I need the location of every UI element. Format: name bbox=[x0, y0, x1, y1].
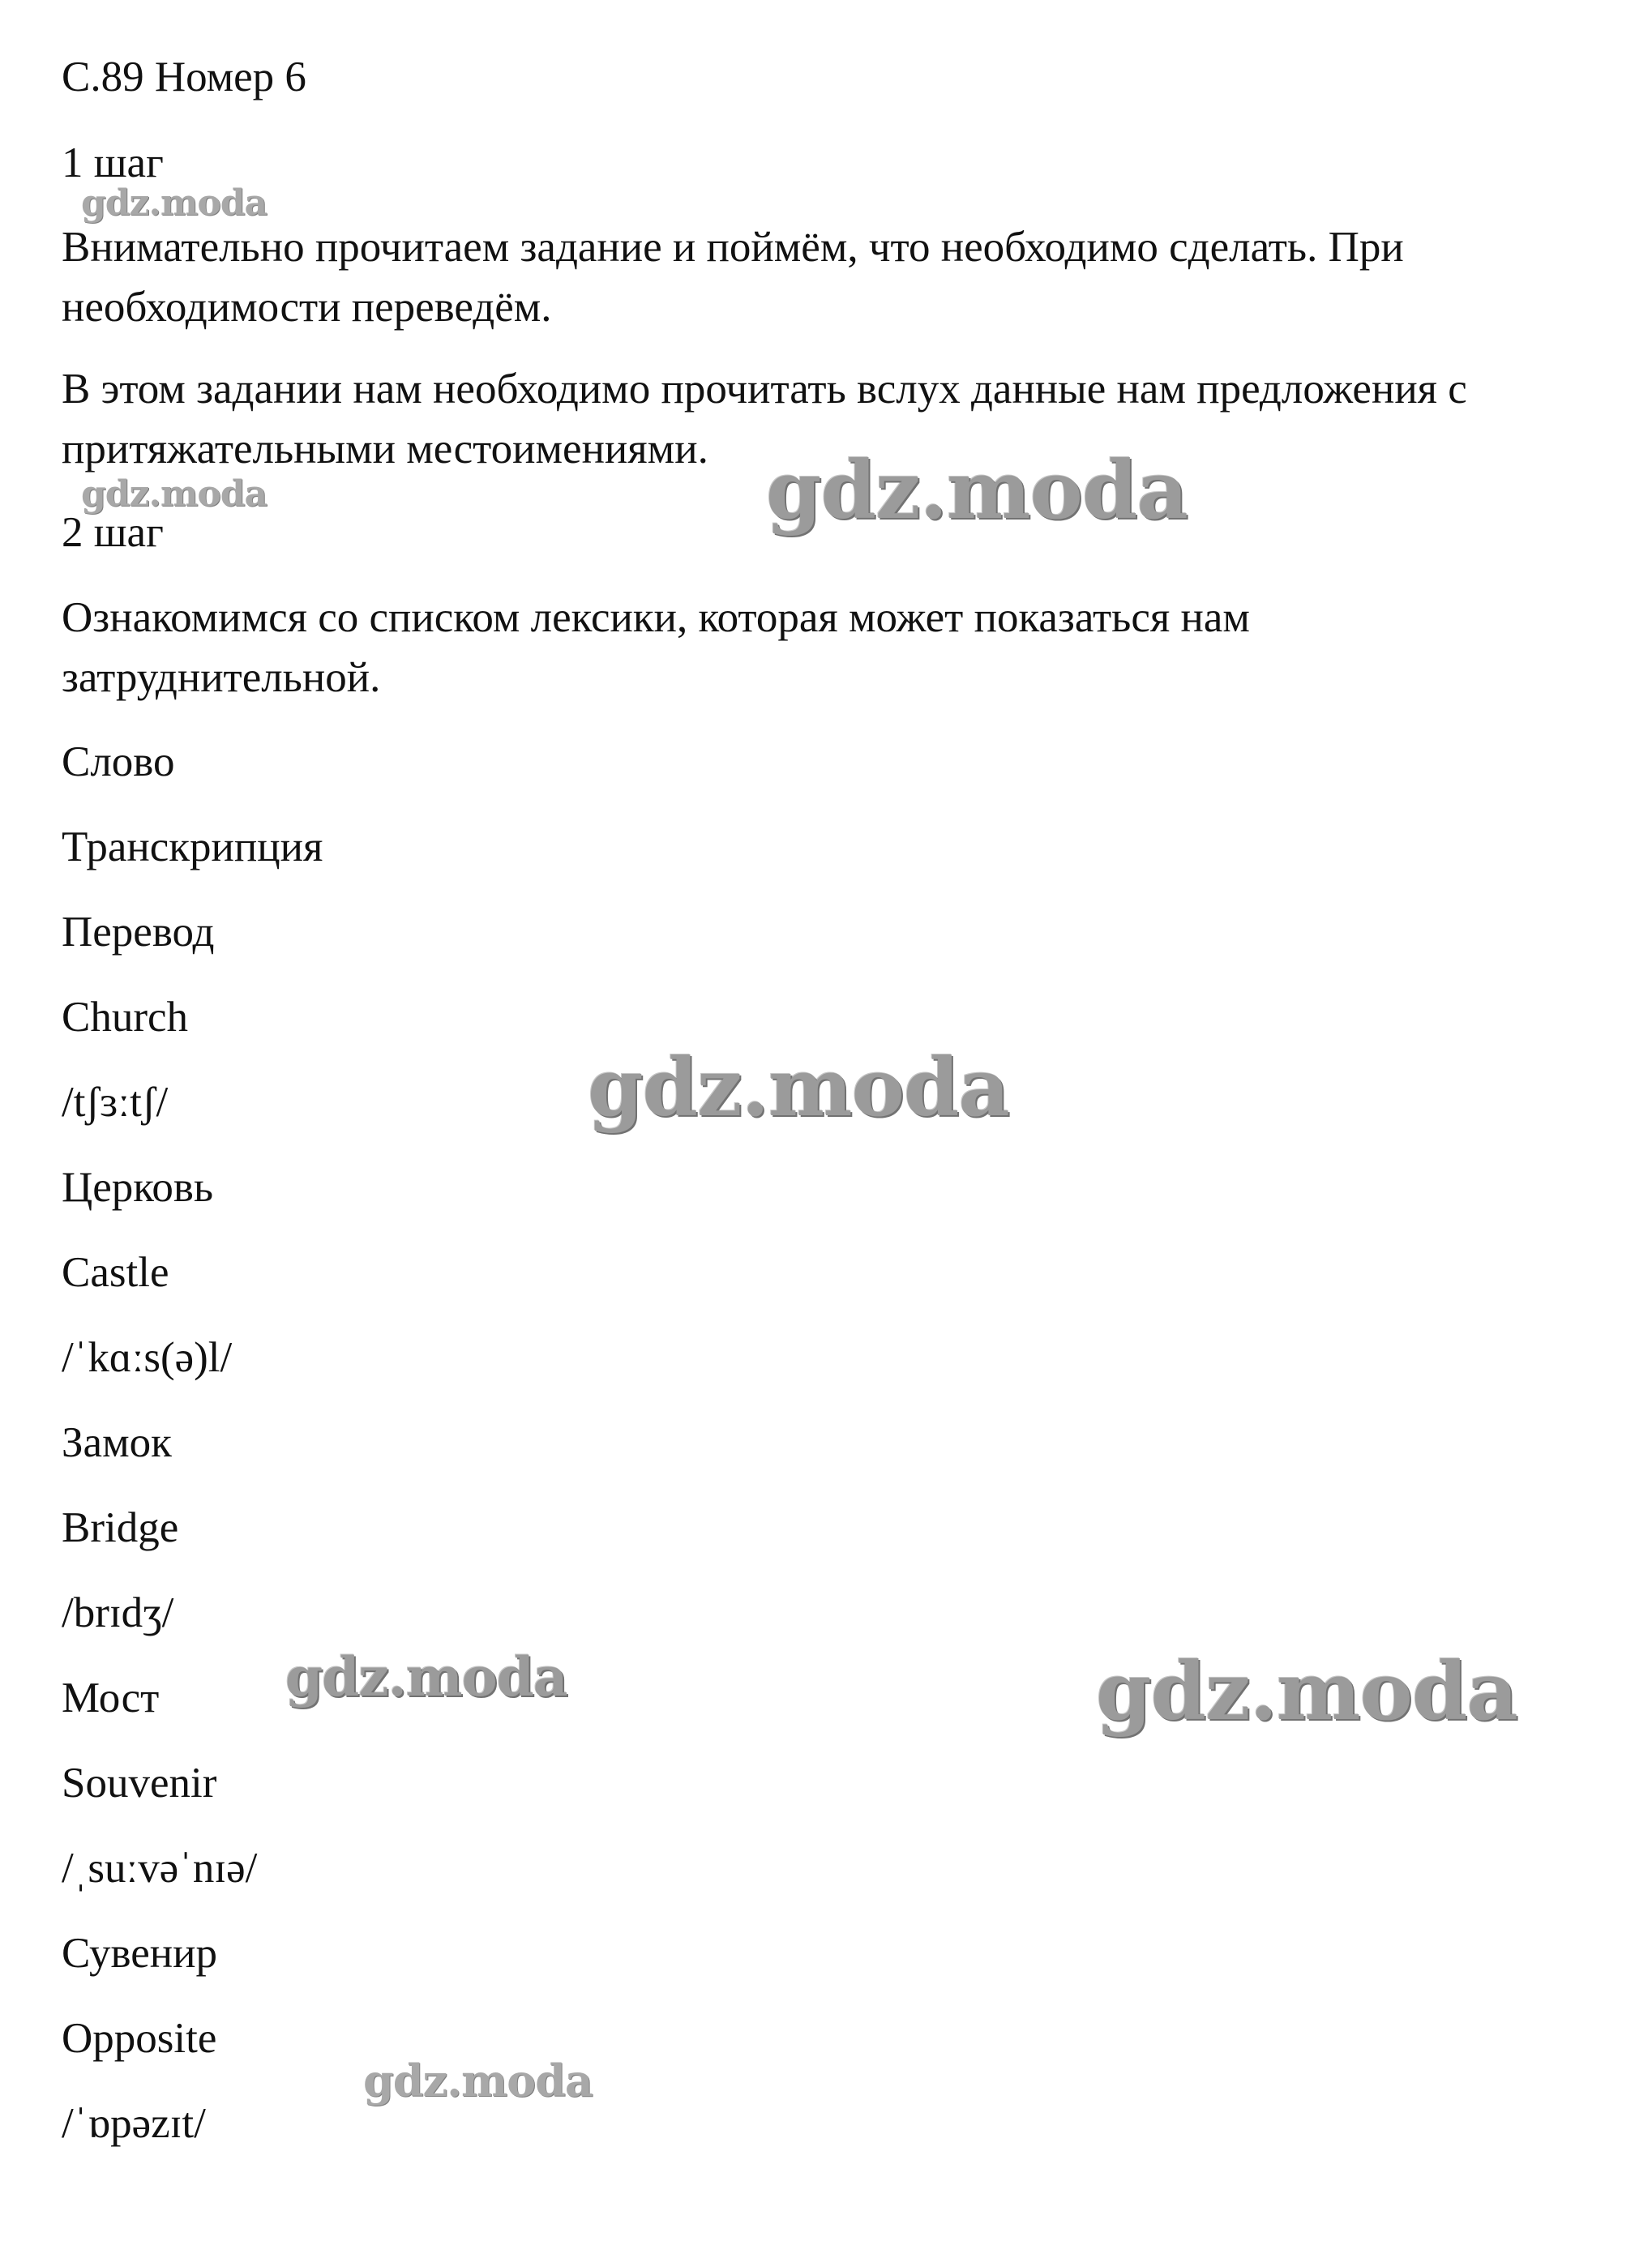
vocab-translation: Замок bbox=[62, 1419, 172, 1466]
watermark: gdz.moda bbox=[1096, 1645, 1517, 1738]
step-2-text-line-2: затруднительной. bbox=[62, 654, 381, 701]
step-1-task-line-1: В этом задании нам необходимо прочитать вслух данные нам предложения с bbox=[62, 366, 1467, 413]
watermark: gdz.moda bbox=[81, 182, 267, 224]
step-1-text-line-2: необходимости переведём. bbox=[62, 284, 552, 331]
watermark: gdz.moda bbox=[81, 473, 267, 515]
vocab-transcription: /ˌsuːvəˈnɪə/ bbox=[62, 1845, 258, 1892]
vocab-word: Opposite bbox=[62, 2015, 217, 2062]
vocab-transcription: /ˈɒpəzɪt/ bbox=[62, 2100, 206, 2147]
page-title: С.89 Номер 6 bbox=[62, 53, 306, 101]
vocab-word: Souvenir bbox=[62, 1760, 217, 1807]
vocab-translation: Мост bbox=[62, 1674, 160, 1721]
vocab-header-word: Слово bbox=[62, 738, 175, 785]
step-1-heading: 1 шаг bbox=[62, 139, 164, 186]
watermark: gdz.moda bbox=[588, 1041, 1009, 1135]
vocab-transcription: /tʃɜːtʃ/ bbox=[62, 1079, 169, 1126]
watermark: gdz.moda bbox=[766, 444, 1188, 537]
step-2-heading: 2 шаг bbox=[62, 509, 164, 556]
vocab-word: Bridge bbox=[62, 1504, 179, 1551]
vocab-word: Castle bbox=[62, 1249, 169, 1296]
step-2-text-line-1: Ознакомимся со списком лексики, которая может показаться нам bbox=[62, 594, 1250, 641]
vocab-header-transcription: Транскрипция bbox=[62, 823, 323, 870]
vocab-transcription: /brɪdʒ/ bbox=[62, 1589, 174, 1636]
vocab-transcription: /ˈkɑːs(ə)l/ bbox=[62, 1334, 233, 1381]
vocab-translation: Сувенир bbox=[62, 1930, 217, 1977]
step-1-task-line-2: притяжательными местоимениями. bbox=[62, 426, 708, 473]
step-1-text-line-1: Внимательно прочитаем задание и поймём, что необходимо сделать. При bbox=[62, 224, 1404, 271]
watermark: gdz.moda bbox=[363, 2055, 593, 2106]
vocab-header-translation: Перевод bbox=[62, 909, 215, 956]
watermark: gdz.moda bbox=[285, 1645, 567, 1709]
vocab-translation: Церковь bbox=[62, 1164, 214, 1211]
vocab-word: Church bbox=[62, 994, 189, 1041]
